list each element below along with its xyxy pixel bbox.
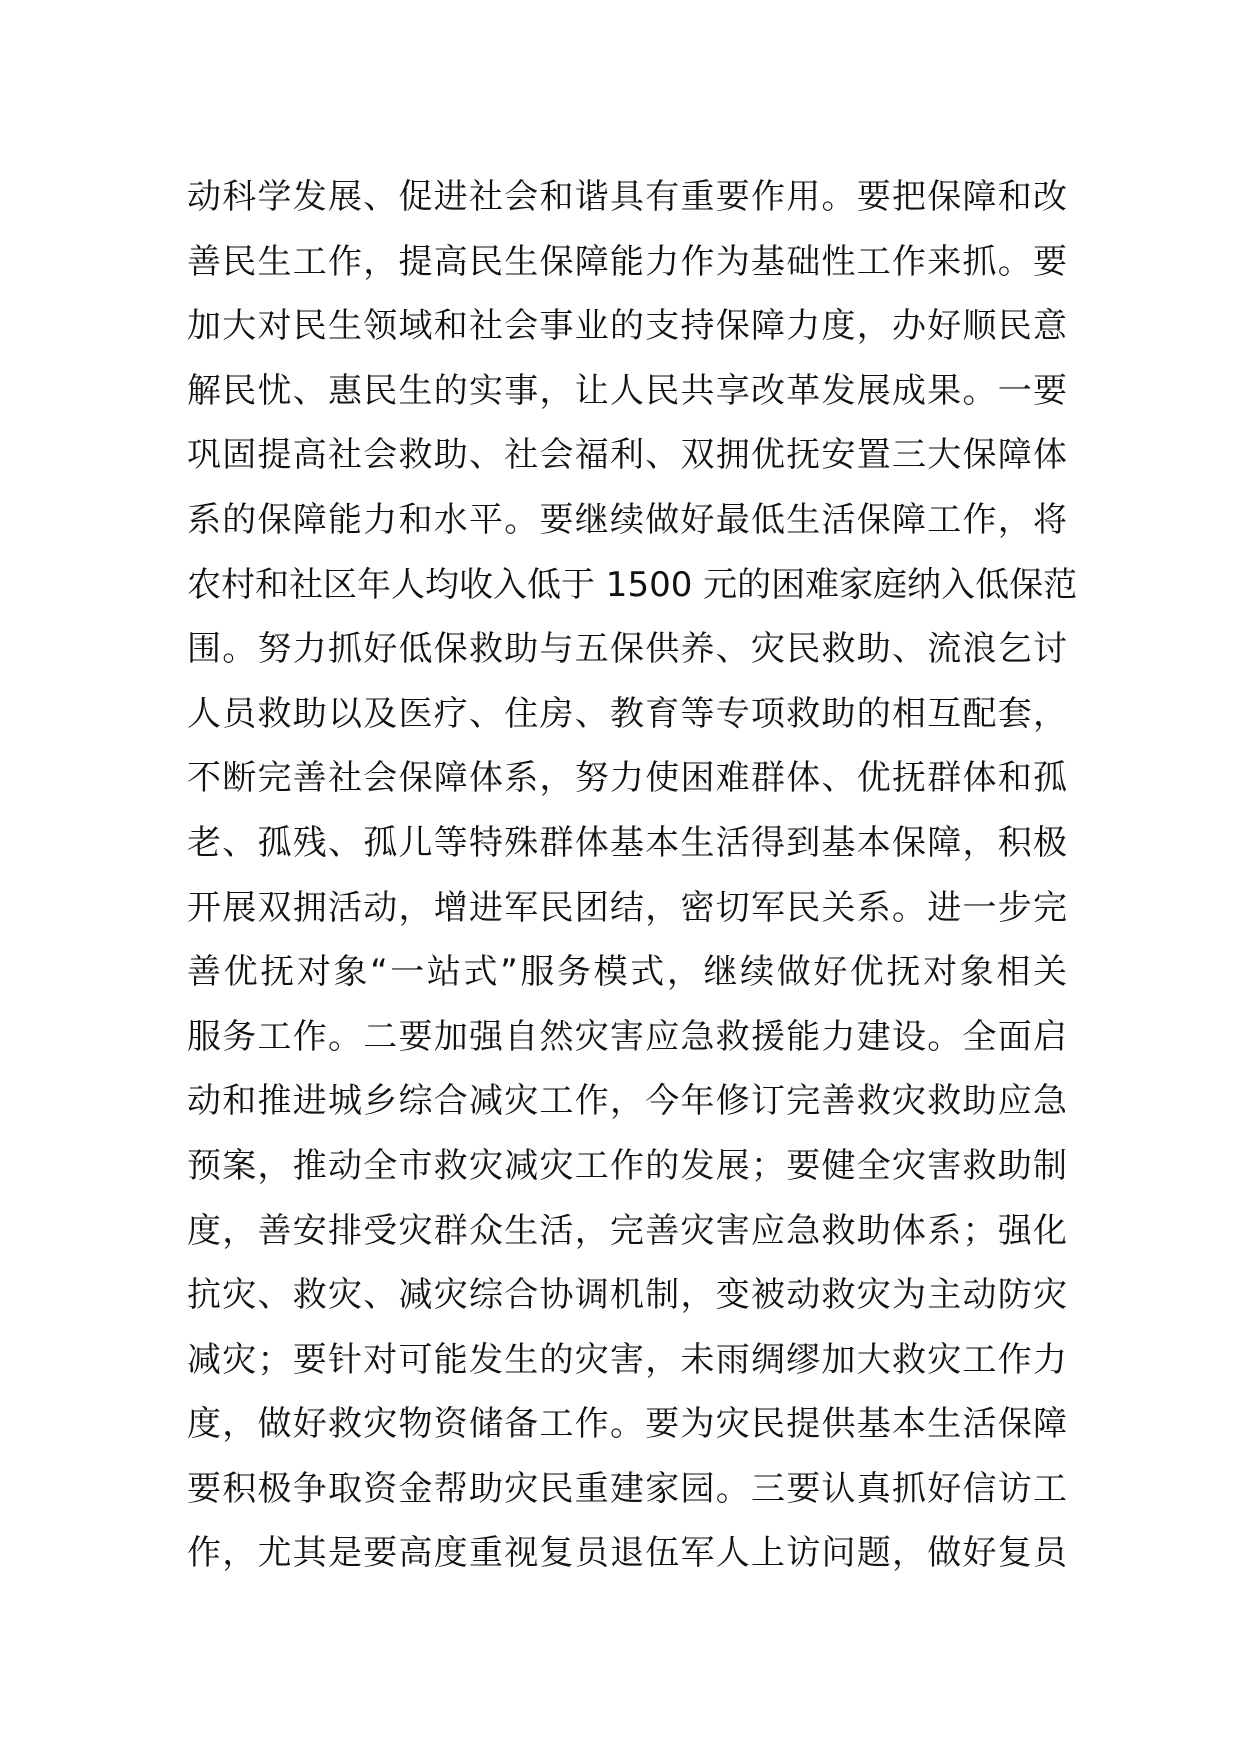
text-line: 动科学发展、促进社会和谐具有重要作用。要把保障和改 — [187, 177, 1067, 217]
text-line: 人员救助以及医疗、住房、教育等专项救助的相互配套， — [187, 693, 1067, 734]
text-line: 善民生工作，提高民生保障能力作为基础性工作来抓。要 — [187, 241, 1067, 282]
text-line: 动和推进城乡综合减灾工作，今年修订完善救灾救助应急 — [187, 1081, 1067, 1122]
text-line: 抗灾、救灾、减灾综合协调机制，变被动救灾为主动防灾 — [187, 1275, 1067, 1316]
text-line: 开展双拥活动，增进军民团结，密切军民关系。进一步完 — [187, 887, 1067, 928]
text-line: 善优抚对象“一站式”服务模式，继续做好优抚对象相关 — [187, 952, 1067, 993]
text-line: 巩固提高社会救助、社会福利、双拥优抚安置三大保障体 — [187, 435, 1067, 476]
text-line: 服务工作。二要加强自然灾害应急救援能力建设。全面启 — [187, 1016, 1067, 1057]
text-line: 要积极争取资金帮助灾民重建家园。三要认真抓好信访工 — [187, 1468, 1067, 1509]
text-line: 度，做好救灾物资储备工作。要为灾民提供基本生活保障 — [187, 1404, 1067, 1445]
text-line: 农村和社区年人均收入低于 1500 元的困难家庭纳入低保范 — [187, 564, 1078, 605]
text-line: 围。努力抓好低保救助与五保供养、灾民救助、流浪乞讨 — [187, 629, 1067, 670]
text-line: 作，尤其是要高度重视复员退伍军人上访问题，做好复员 — [187, 1533, 1067, 1574]
body-paragraph — [187, 165, 1078, 1586]
text-line: 系的保障能力和水平。要继续做好最低生活保障工作，将 — [187, 499, 1067, 540]
text-line: 减灾；要针对可能发生的灾害，未雨绸缪加大救灾工作力 — [187, 1339, 1067, 1380]
text-line: 度，善安排受灾群众生活，完善灾害应急救助体系；强化 — [187, 1210, 1067, 1251]
text-line: 解民忧、惠民生的实事，让人民共享改革发展成果。一要 — [187, 370, 1067, 411]
text-line: 预案，推动全市救灾减灾工作的发展；要健全灾害救助制 — [187, 1145, 1067, 1186]
text-line: 不断完善社会保障体系，努力使困难群体、优抚群体和孤 — [187, 758, 1067, 799]
text-line: 加大对民生领域和社会事业的支持保障力度，办好顺民意 — [187, 306, 1067, 347]
text-line: 老、孤残、孤儿等特殊群体基本生活得到基本保障，积极 — [187, 822, 1067, 863]
